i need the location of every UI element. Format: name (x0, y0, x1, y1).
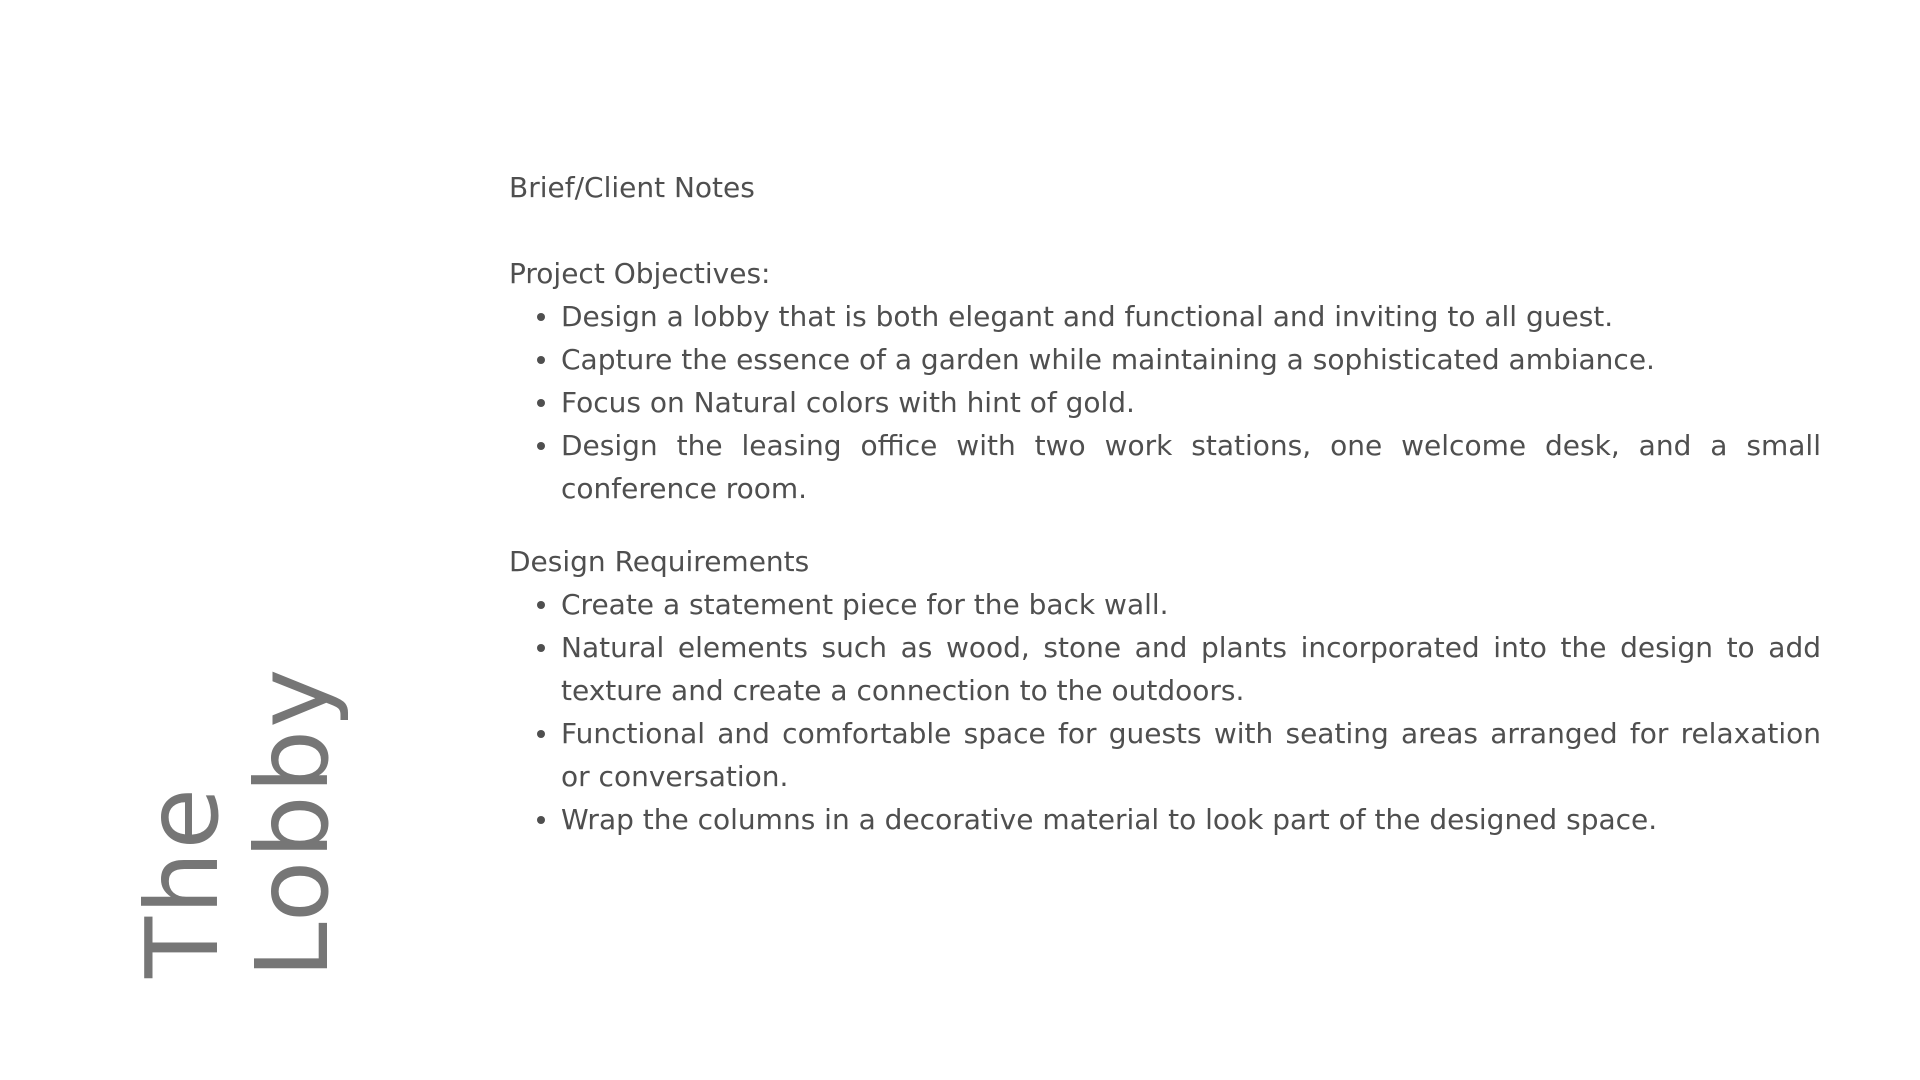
slide-title (124, 666, 378, 978)
objective-item: Focus on Natural colors with hint of gold. (561, 381, 1821, 424)
notes-content (509, 166, 1821, 841)
requirement-item: Functional and comfortable space for guests with seating areas arranged for relaxation or conversation. (561, 712, 1821, 798)
section-spacer (509, 510, 1821, 540)
brief-heading: Brief/Client Notes (509, 171, 755, 204)
requirements-list (509, 583, 1821, 841)
requirement-item: Wrap the columns in a decorative material to look part of the designed space. (561, 798, 1821, 841)
requirements-heading: Design Requirements (509, 545, 810, 578)
requirement-item: Create a statement piece for the back wall. (561, 583, 1821, 626)
title-line-the: The (124, 786, 241, 978)
requirement-item: Natural elements such as wood, stone and plants incorporated into the design to add texture and create a connection to the outdoors. (561, 626, 1821, 712)
objectives-list (509, 295, 1821, 510)
objective-item: Design a lobby that is both elegant and functional and inviting to all guest. (561, 295, 1821, 338)
objective-item: Capture the essence of a garden while maintaining a sophisticated ambiance. (561, 338, 1821, 381)
objectives-heading: Project Objectives: (509, 257, 771, 290)
title-line-lobby: Lobby (234, 666, 351, 978)
objective-item: Design the leasing office with two work stations, one welcome desk, and a small conference room. (561, 424, 1821, 510)
